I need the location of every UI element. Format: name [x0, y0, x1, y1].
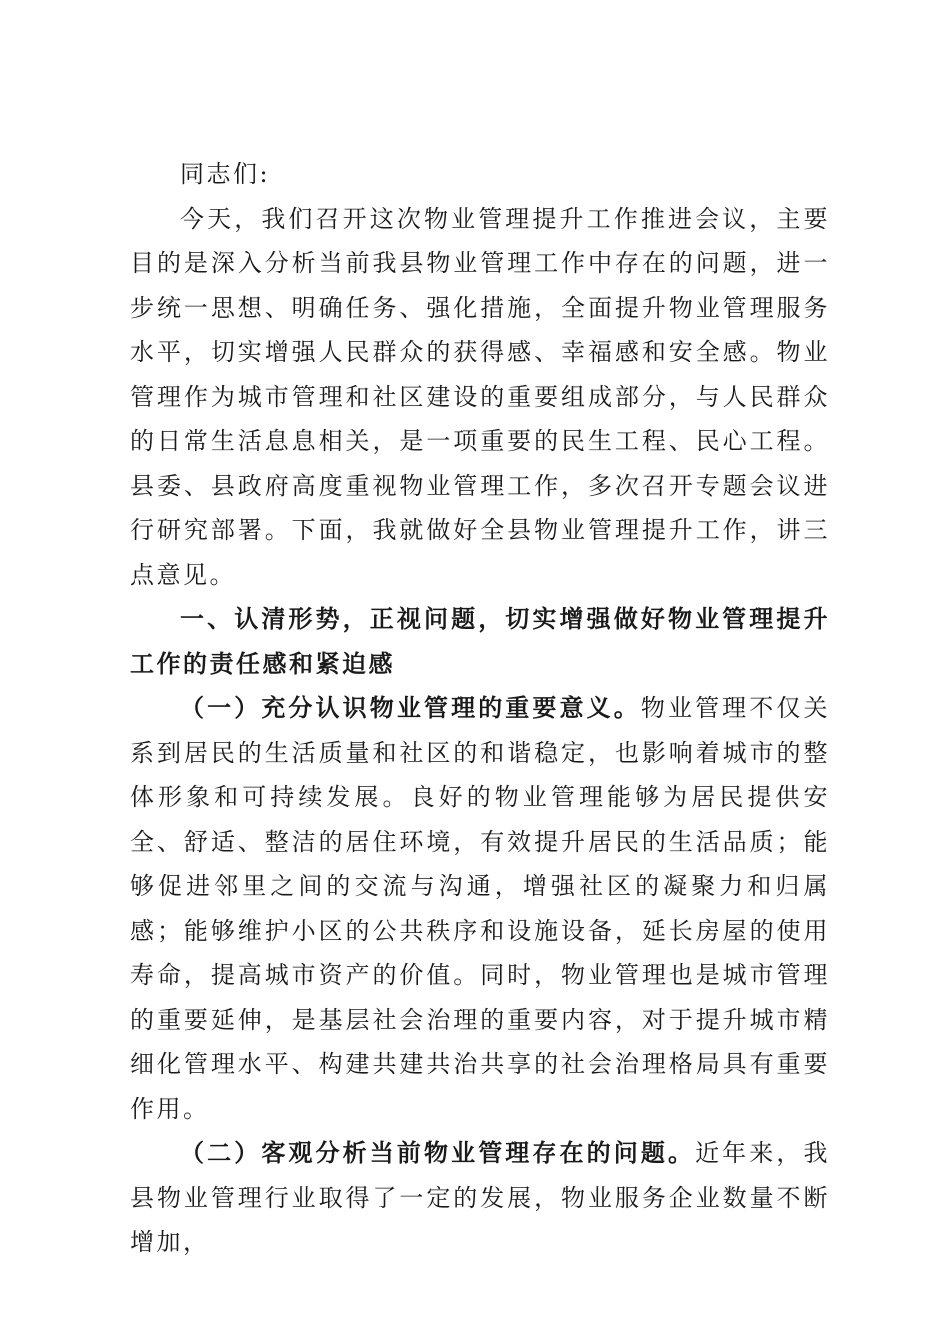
subsection-1-paragraph: [130, 686, 830, 1131]
document-body: [130, 152, 830, 1265]
section-heading-1: 一、认清形势，正视问题，切实增强做好物业管理提升工作的责任感和紧迫感: [130, 604, 830, 678]
intro-paragraph: 今天，我们召开这次物业管理提升工作推进会议，主要目的是深入分析当前我县物业管理工作中存在的问题，进一步统一思想、明确任务、强化措施，全面提升物业管理服务水平，切实增强人民群众的获得感、幸福感和安全感。物业管理作为城市管理和社区建设的重要组成部分，与人民群众的日常生活息息相关，是一项重要的民生工程、民心工程。县委、县政府高度重视物业管理工作，多次召开专题会议进行研究部署。下面，我就做好全县物业管理提升工作，讲三点意见。: [130, 204, 830, 589]
subsection-2-body: 近年来，我县物业管理行业取得了一定的发展，物业服务企业数量不断增加，: [130, 1139, 831, 1256]
subsection-2-paragraph: [130, 1131, 830, 1265]
subsection-2-title: （二）客观分析当前物业管理存在的问题。: [180, 1138, 696, 1167]
salutation: 同志们:: [180, 160, 271, 188]
subsection-1-body: 物业管理不仅关系到居民的生活质量和社区的和谐稳定，也影响着城市的整体形象和可持续发展。良好的物业管理能够为居民提供安全、舒适、整洁的居住环境，有效提升居民的生活品质；能够促进邻里之间的交流与沟通，增强社区的凝聚力和归属感；能够维护小区的公共秩序和设施设备，延长房屋的使用寿命，提高城市资产的价值。同时，物业管理也是城市管理的重要延伸，是基层社会治理的重要内容，对于提升城市精细化管理水平、构建共建共治共享的社会治理格局具有重要作用。: [130, 694, 831, 1123]
subsection-1-title: （一）充分认识物业管理的重要意义。: [180, 693, 641, 722]
